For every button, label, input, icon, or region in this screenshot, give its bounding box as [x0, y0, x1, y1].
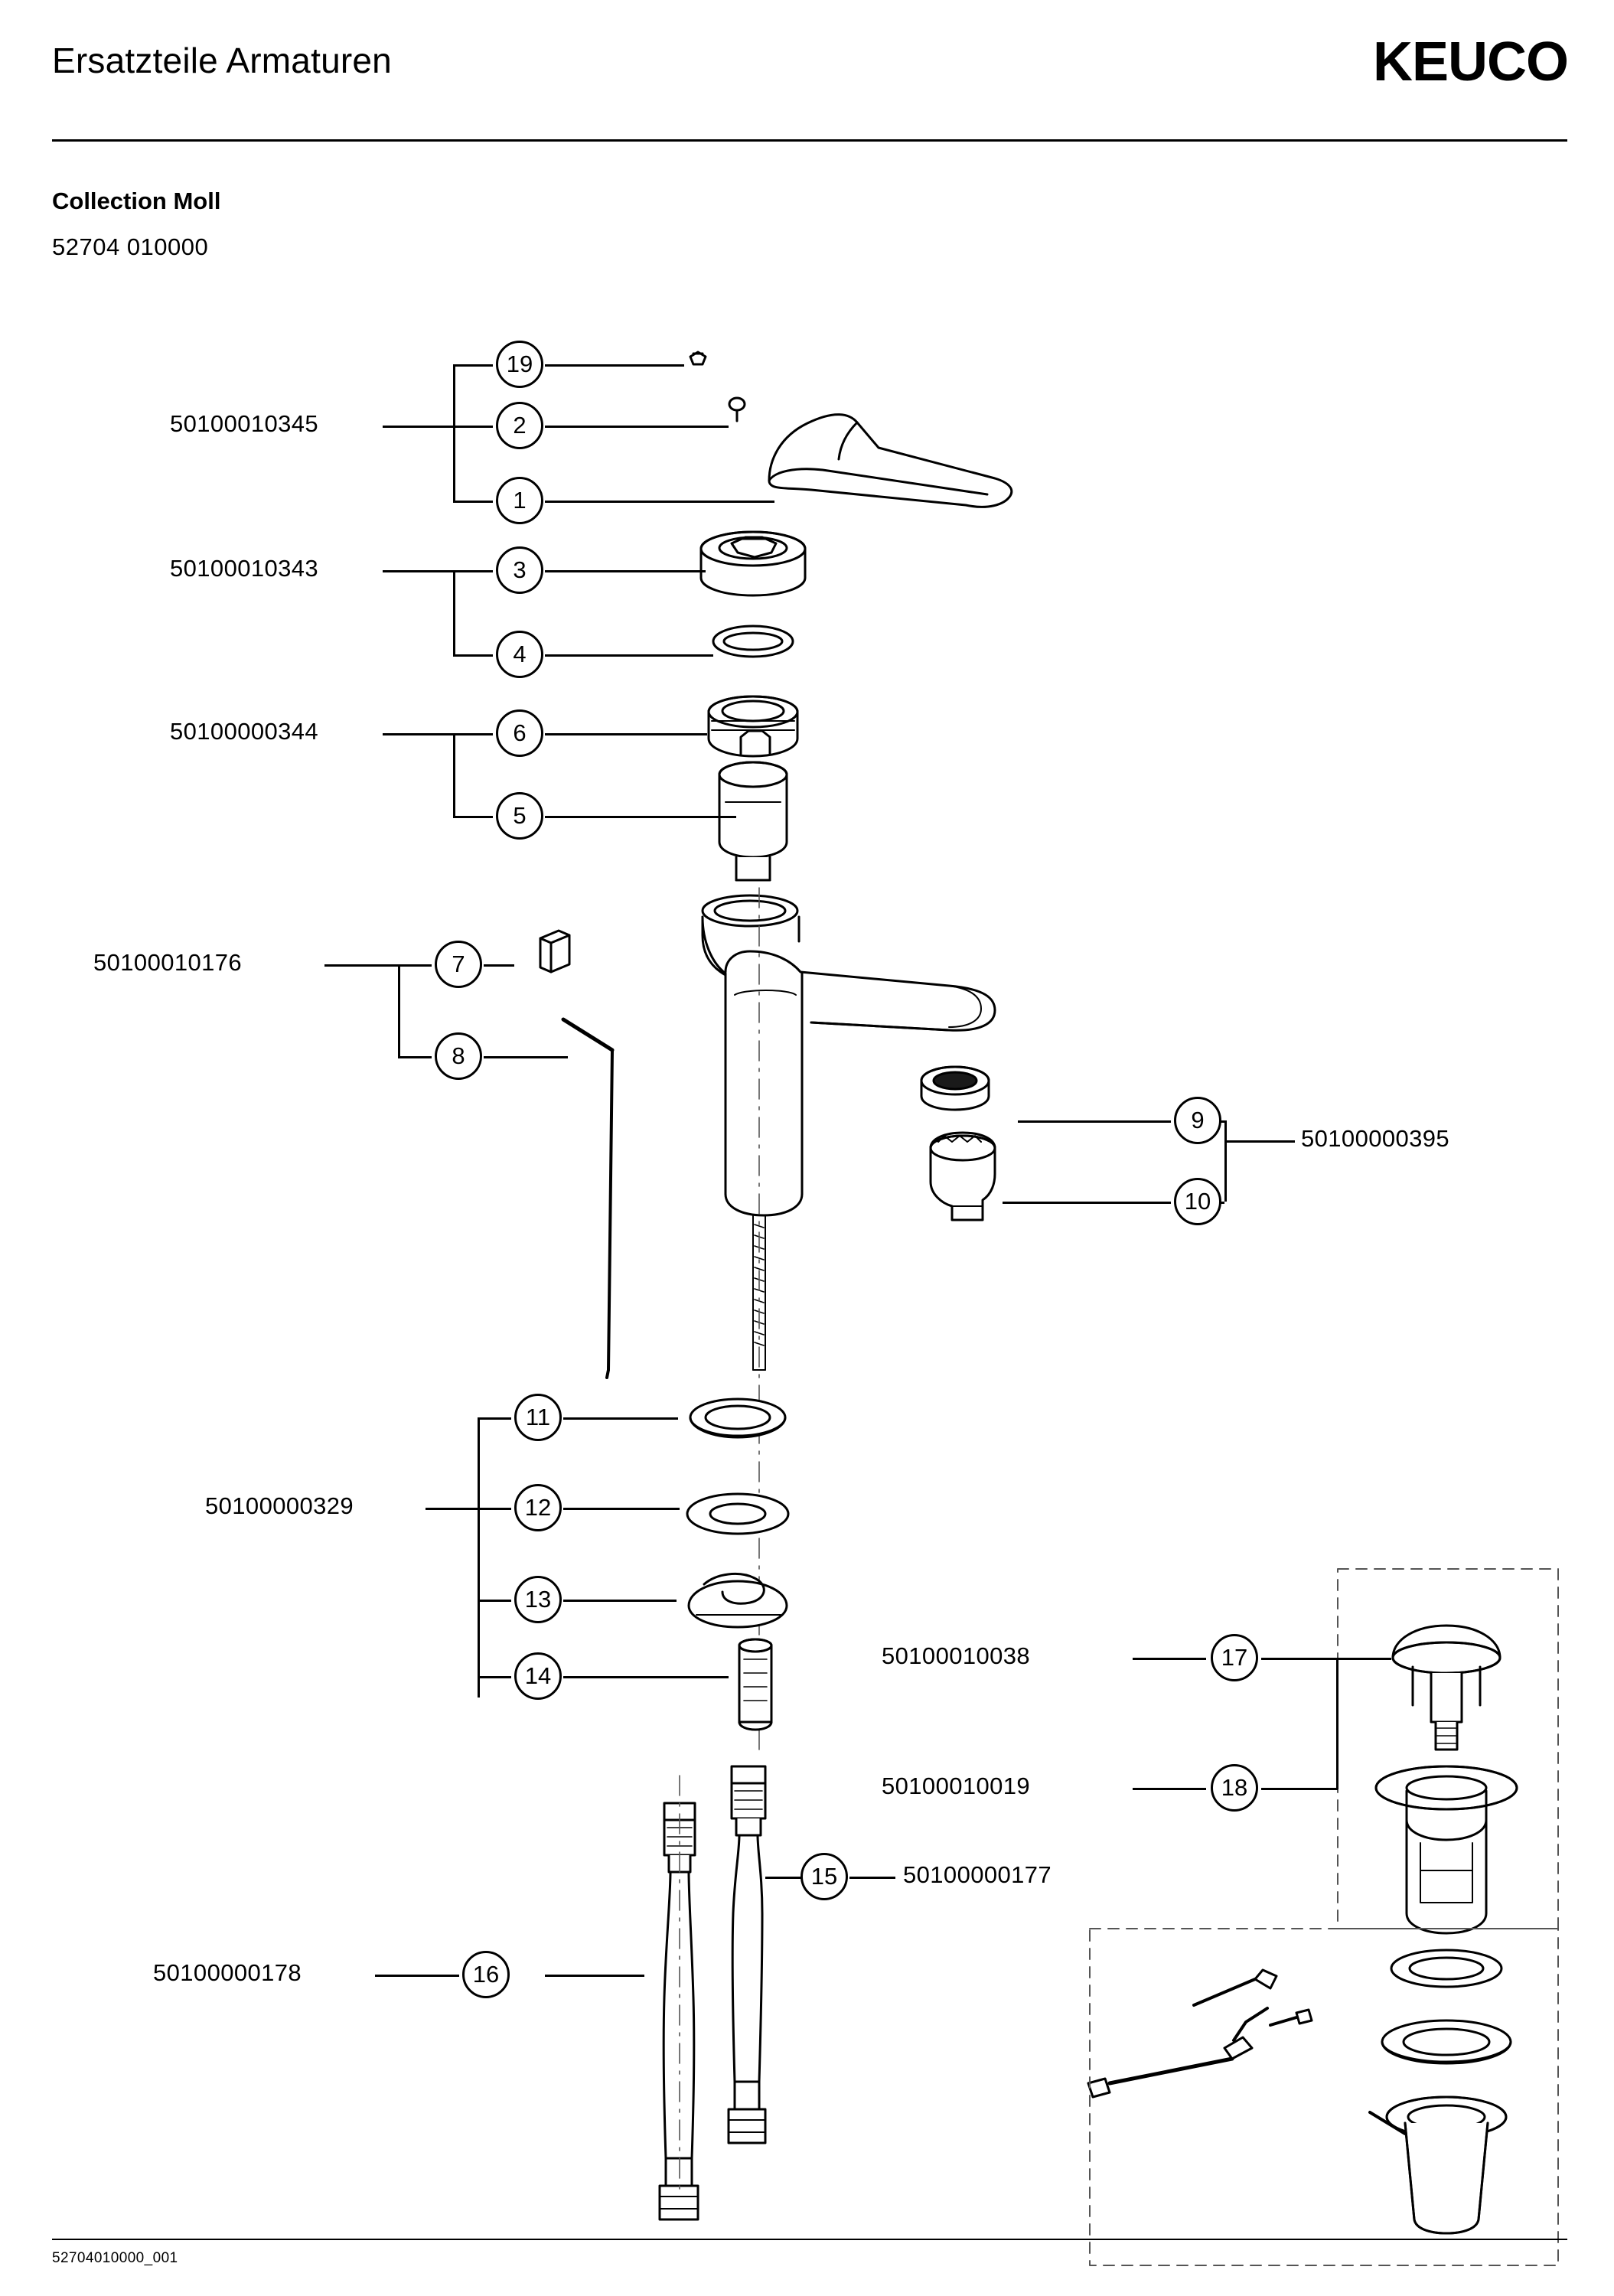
part-number-50100010345: 50100010345 [170, 410, 319, 437]
part-number-50100010343: 50100010343 [170, 555, 319, 582]
callout-13[interactable]: 13 [514, 1576, 562, 1623]
callout-5[interactable]: 5 [496, 792, 543, 840]
callout-12[interactable]: 12 [514, 1484, 562, 1531]
part-number-50100000395: 50100000395 [1301, 1125, 1450, 1152]
brace-stem-2 [453, 426, 493, 428]
part-17-pop-up-stopper [1393, 1626, 1500, 1750]
leader-14 [563, 1676, 729, 1678]
leader-15 [765, 1877, 802, 1879]
leader-13 [563, 1600, 677, 1602]
callout-9[interactable]: 9 [1174, 1097, 1221, 1144]
brace-waste [1336, 1658, 1338, 1789]
part-number-50100000177: 50100000177 [903, 1861, 1052, 1888]
callout-7[interactable]: 7 [435, 941, 482, 988]
leader-pn-10176 [324, 964, 398, 967]
brace-stem-8 [398, 1056, 432, 1058]
brace-stem-3 [453, 570, 493, 572]
brace-pn-00395 [1224, 1120, 1227, 1202]
brace-stem-4 [453, 654, 493, 657]
part-15-hose-right [729, 1766, 765, 2143]
leader-3 [545, 570, 706, 572]
brace-stem-7 [398, 964, 432, 967]
part-number-50100000344: 50100000344 [170, 718, 319, 745]
callout-16[interactable]: 16 [462, 1951, 510, 1998]
page-title: Ersatzteile Armaturen [52, 41, 392, 80]
leader-pn-00395 [1224, 1140, 1295, 1143]
leader-10 [1003, 1202, 1171, 1204]
product-code: 52704 010000 [52, 233, 209, 260]
waste-linkage-rod [1088, 1970, 1312, 2097]
part-3-cap [701, 532, 805, 595]
brace-stem-19 [453, 364, 493, 367]
waste-seal-ring [1391, 1950, 1502, 1987]
waste-lower-body [1370, 2097, 1506, 2233]
footer-divider [52, 2239, 1567, 2240]
leader-16 [375, 1975, 459, 1977]
leader-pn-00344 [383, 733, 453, 735]
part-8-pull-rod [563, 1019, 612, 1378]
drawing-code: 52704010000_001 [52, 2250, 178, 2266]
leader-2 [545, 426, 729, 428]
part-2-screw [729, 398, 745, 421]
leader-8 [484, 1056, 568, 1058]
leader-pn-10343 [383, 570, 453, 572]
leader-pn-10345 [383, 426, 453, 428]
leader-pn-10019 [1133, 1788, 1206, 1790]
leader-6 [545, 733, 707, 735]
brace-stem-13 [478, 1600, 511, 1602]
brace-stem-1 [453, 501, 493, 503]
collection-name: Collection Moll [52, 188, 221, 214]
leader-1 [545, 501, 774, 503]
brand-logo: KEUCO [1372, 31, 1568, 93]
brace-pn-00329 [478, 1417, 480, 1698]
waste-gasket-ring [1382, 2020, 1511, 2063]
callout-14[interactable]: 14 [514, 1652, 562, 1700]
brace-stem-5 [453, 816, 493, 818]
leader-5 [545, 816, 736, 818]
leader-11 [563, 1417, 678, 1420]
faucet-body [703, 895, 995, 1370]
part-9-aerator-ring [921, 1067, 989, 1110]
part-11-washer [690, 1399, 785, 1437]
callout-10[interactable]: 10 [1174, 1178, 1221, 1225]
leader-19 [545, 364, 684, 367]
brace-pn-00344 [453, 733, 455, 816]
part-7-plug [540, 931, 569, 972]
header-divider [52, 139, 1567, 142]
part-number-50100010176: 50100010176 [93, 949, 243, 976]
part-5-cartridge [719, 731, 787, 880]
part-19-grub-screw [690, 352, 706, 364]
part-14-fixing-nut [739, 1639, 771, 1730]
brace-stem-14 [478, 1676, 511, 1678]
leader-12 [563, 1508, 680, 1510]
brace-stem-12 [478, 1508, 511, 1510]
part-18-waste-body [1376, 1766, 1517, 1933]
callout-1[interactable]: 1 [496, 477, 543, 524]
part-10-aerator-insert [931, 1133, 995, 1220]
callout-15[interactable]: 15 [800, 1853, 848, 1900]
brace-pn-10345 [453, 364, 455, 502]
leader-16b [545, 1975, 644, 1977]
callout-8[interactable]: 8 [435, 1032, 482, 1080]
part-4-o-ring [713, 626, 793, 657]
brace-stem-6 [453, 733, 493, 735]
callout-17[interactable]: 17 [1211, 1634, 1258, 1681]
part-6-collar [709, 696, 797, 756]
brace-pn-10176 [398, 964, 400, 1056]
leader-pn-10038 [1133, 1658, 1206, 1660]
brace-pn-10343 [453, 570, 455, 654]
callout-3[interactable]: 3 [496, 546, 543, 594]
leader-17 [1261, 1658, 1391, 1660]
callout-18[interactable]: 18 [1211, 1764, 1258, 1812]
waste-upper-dashed-frame [1338, 1569, 1558, 1929]
callout-2[interactable]: 2 [496, 402, 543, 449]
brace-stem-11 [478, 1417, 511, 1420]
waste-lower-dashed-frame [1090, 1929, 1558, 2265]
leader-18 [1261, 1788, 1338, 1790]
leader-pn-00329 [426, 1508, 478, 1510]
callout-11[interactable]: 11 [514, 1394, 562, 1441]
leader-7 [484, 964, 514, 967]
part-number-50100000329: 50100000329 [205, 1492, 354, 1519]
leader-pn-00177 [849, 1877, 895, 1879]
callout-4[interactable]: 4 [496, 631, 543, 678]
part-number-50100010019: 50100010019 [882, 1773, 1031, 1799]
part-12-gasket [687, 1494, 788, 1534]
part-16-hose-left [660, 1803, 698, 2219]
part-number-50100010038: 50100010038 [882, 1642, 1031, 1669]
part-13-clamp [689, 1574, 787, 1627]
part-number-50100000178: 50100000178 [153, 1959, 302, 1986]
callout-6[interactable]: 6 [496, 709, 543, 757]
part-1-lever-handle [769, 415, 1012, 507]
leader-4 [545, 654, 713, 657]
leader-9 [1018, 1120, 1171, 1123]
callout-19[interactable]: 19 [496, 341, 543, 388]
